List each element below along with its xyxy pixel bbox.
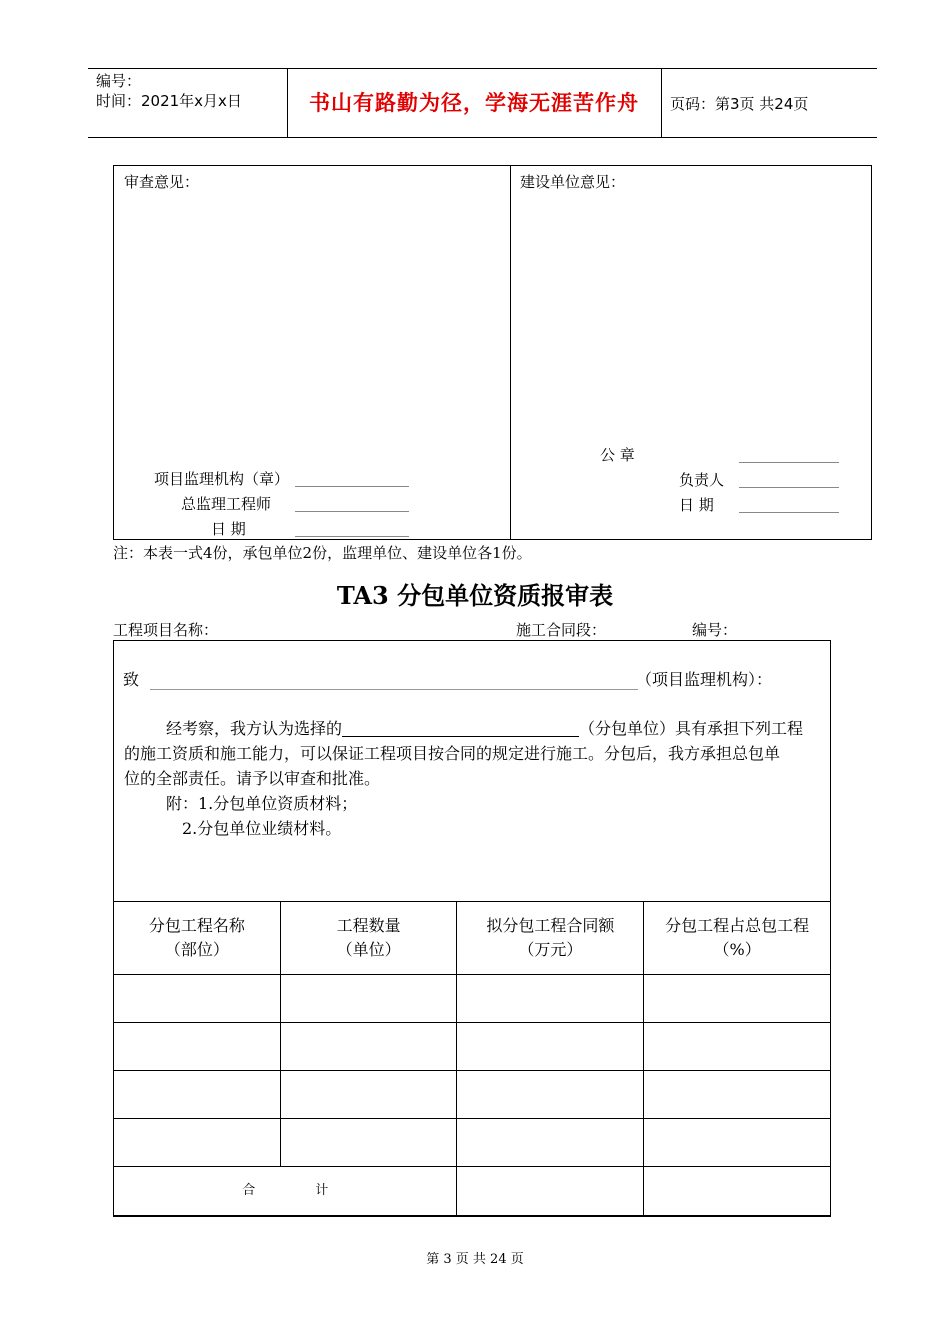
table-cell[interactable] — [457, 1119, 644, 1167]
to-label: 致 — [123, 670, 140, 689]
copies-note: 注：本表一式4份，承包单位2份，监理单位、建设单位各1份。 — [113, 544, 532, 562]
table-cell[interactable] — [457, 1023, 644, 1071]
table-cell[interactable] — [644, 1119, 831, 1167]
project-name-label: 工程项目名称： — [113, 621, 219, 639]
header-motto: 书山有路勤为径，学海无涯苦作舟 — [309, 91, 639, 115]
table-row — [114, 975, 831, 1023]
total-label: 合 计 — [114, 1167, 457, 1216]
table-row — [114, 1071, 831, 1119]
statement-line-1 — [124, 716, 824, 741]
table-cell[interactable] — [644, 1071, 831, 1119]
table-cell[interactable] — [457, 975, 644, 1023]
statement-suffix: （分包单位）具有承担下列工程 — [579, 719, 804, 738]
total-amount-cell[interactable] — [457, 1167, 644, 1216]
table-cell[interactable] — [280, 975, 457, 1023]
chief-engineer-label: 总监理工程师 — [181, 495, 272, 513]
col-header-quantity: 工程数量 （单位） — [280, 902, 457, 975]
col-header-percent: 分包工程占总包工程 （%） — [644, 902, 831, 975]
contract-section-label: 施工合同段： — [516, 621, 607, 639]
person-in-charge-line[interactable] — [739, 487, 839, 488]
table-cell[interactable] — [280, 1119, 457, 1167]
header-divider — [661, 69, 662, 137]
table-cell[interactable] — [114, 1071, 281, 1119]
attachment-1: 附：1.分包单位资质材料； — [166, 794, 358, 813]
subcontract-table — [113, 901, 831, 1216]
total-percent-cell[interactable] — [644, 1167, 831, 1216]
owner-date-line[interactable] — [739, 512, 839, 513]
supervision-org-line[interactable] — [295, 486, 409, 487]
to-suffix: （项目监理机构）： — [636, 670, 773, 689]
to-recipient-line[interactable] — [150, 689, 638, 690]
seal-line[interactable] — [739, 462, 839, 463]
table-total-row — [114, 1167, 831, 1216]
attachment-2: 2.分包单位业绩材料。 — [182, 819, 342, 838]
page-header — [88, 68, 877, 138]
table-row — [114, 1023, 831, 1071]
table-cell[interactable] — [644, 1023, 831, 1071]
header-time-label: 时间：2021年x月x日 — [96, 92, 242, 110]
table-cell[interactable] — [114, 1023, 281, 1071]
page-footer: 第 3 页 共 24 页 — [426, 1252, 524, 1267]
col-header-name: 分包工程名称 （部位） — [114, 902, 281, 975]
supervision-org-label: 项目监理机构（章） — [154, 470, 290, 488]
statement-line-2: 的施工资质和施工能力，可以保证工程项目按合同的规定进行施工。分包后，我方承担总包单 — [124, 744, 781, 763]
form-title: TA3 分包单位资质报审表 — [336, 581, 614, 610]
col-header-amount: 拟分包工程合同额 （万元） — [457, 902, 644, 975]
person-in-charge-label: 负责人 — [679, 471, 725, 489]
table-header-row — [114, 902, 831, 975]
review-divider — [510, 166, 511, 539]
chief-engineer-line[interactable] — [295, 511, 409, 512]
subcontractor-name-field[interactable] — [342, 718, 579, 737]
header-number-label: 编号： — [96, 72, 142, 90]
table-cell[interactable] — [280, 1071, 457, 1119]
review-date-line[interactable] — [295, 536, 409, 537]
table-cell[interactable] — [457, 1071, 644, 1119]
subcontractor-qualification-form — [113, 640, 831, 1217]
statement-line-3: 位的全部责任。请予以审查和批准。 — [124, 769, 381, 788]
review-date-label: 日 期 — [211, 520, 246, 538]
review-opinions-table — [113, 165, 872, 540]
table-row — [114, 1119, 831, 1167]
table-cell[interactable] — [114, 975, 281, 1023]
owner-opinion-label: 建设单位意见： — [520, 173, 626, 191]
statement-prefix: 经考察，我方认为选择的 — [166, 719, 343, 738]
table-cell[interactable] — [114, 1119, 281, 1167]
header-page-label: 页码：第3页 共24页 — [670, 95, 809, 113]
table-cell[interactable] — [280, 1023, 457, 1071]
owner-date-label: 日 期 — [679, 496, 714, 514]
table-cell[interactable] — [644, 975, 831, 1023]
form-number-label: 编号： — [692, 621, 738, 639]
review-opinion-label: 审查意见： — [124, 173, 200, 191]
seal-label: 公 章 — [600, 446, 635, 464]
